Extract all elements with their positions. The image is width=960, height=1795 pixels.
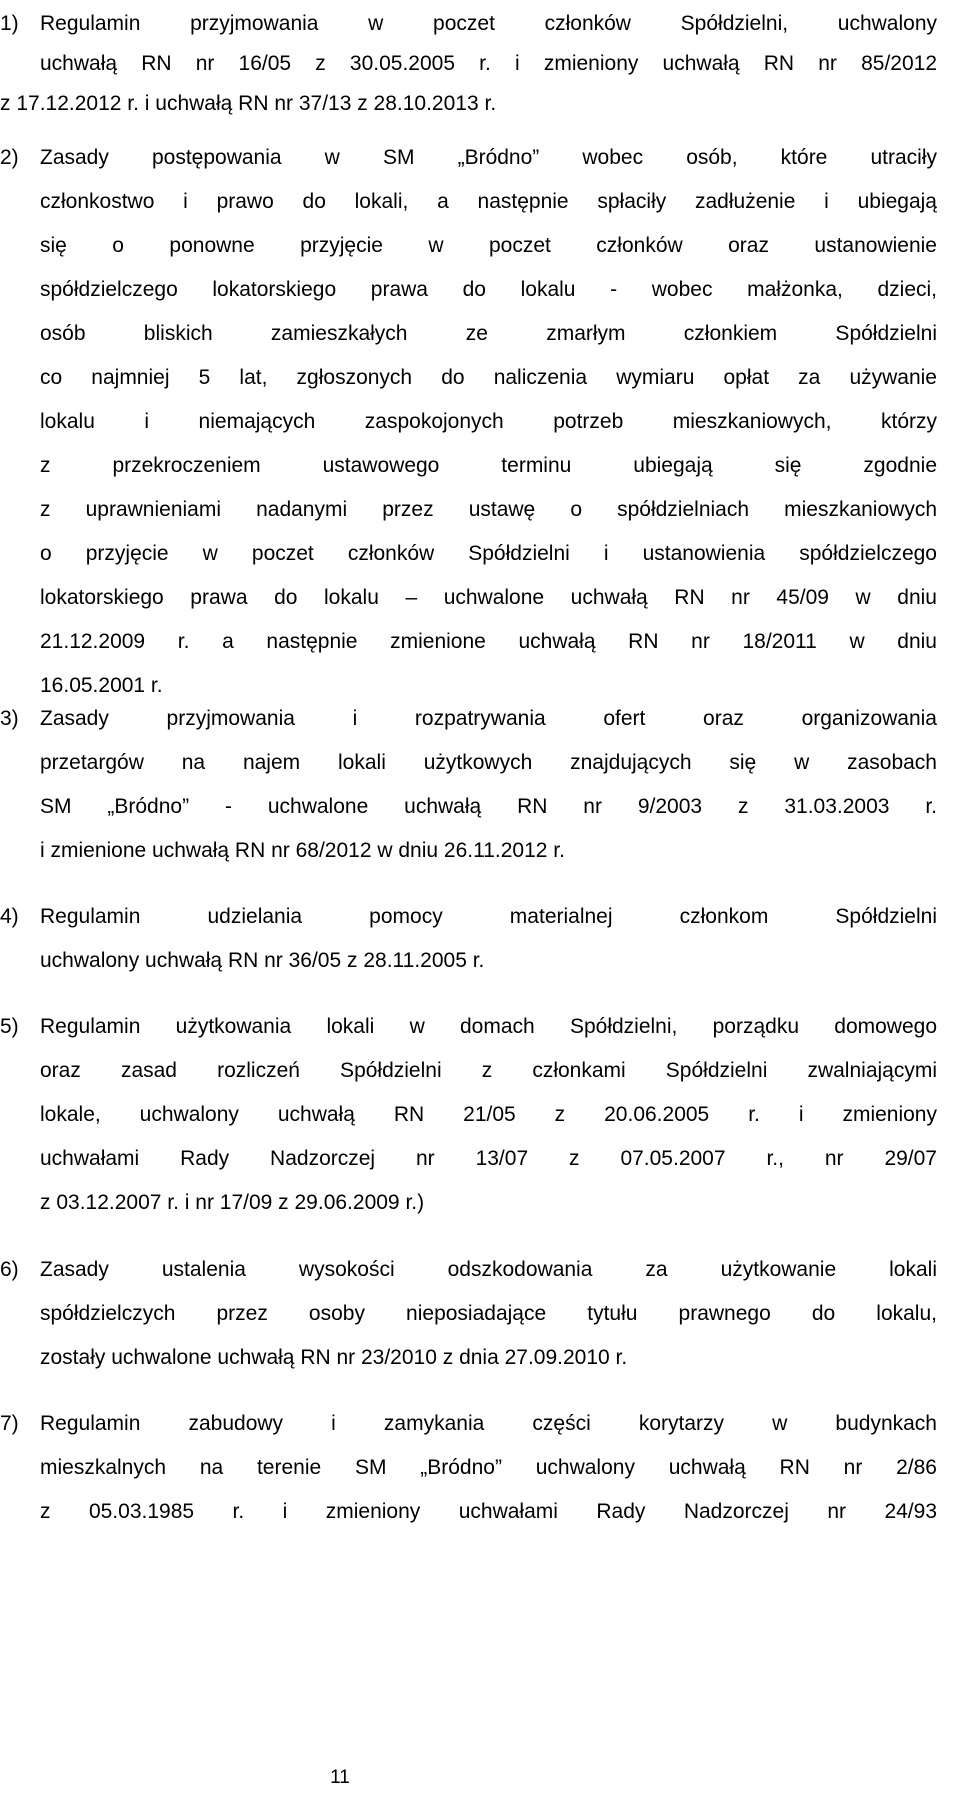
item-text-line: Zasady ustalenia wysokości odszkodowania za użytkowanie lokali <box>40 1258 937 1281</box>
item-number: 7) <box>0 1412 19 1435</box>
item-text-line: 16.05.2001 r. <box>40 674 163 697</box>
item-text-line: uchwałami Rady Nadzorczej nr 13/07 z 07.05.2007 r., nr 29/07 <box>40 1147 937 1170</box>
item-text-line: oraz zasad rozliczeń Spółdzielni z członkami Spółdzielni zwalniającymi <box>40 1059 937 1082</box>
item-text-line: i zmienione uchwałą RN nr 68/2012 w dniu 26.11.2012 r. <box>40 839 565 862</box>
item-number: 4) <box>0 905 19 928</box>
item-text-line: co najmniej 5 lat, zgłoszonych do naliczenia wymiaru opłat za używanie <box>40 366 937 389</box>
item-text-line: osób bliskich zamieszkałych ze zmarłym członkiem Spółdzielni <box>40 322 937 345</box>
item-text-line: o przyjęcie w poczet członków Spółdzielni i ustanowienia spółdzielczego <box>40 542 937 565</box>
item-text-line: Regulamin udzielania pomocy materialnej członkom Spółdzielni <box>40 905 937 928</box>
item-text-line: uchwalony uchwałą RN nr 36/05 z 28.11.2005 r. <box>40 949 485 972</box>
item-text-line: przetargów na najem lokali użytkowych znajdujących się w zasobach <box>40 751 937 774</box>
item-text-line: z przekroczeniem ustawowego terminu ubiegają się zgodnie <box>40 454 937 477</box>
item-text-line: SM „Bródno” - uchwalone uchwałą RN nr 9/2003 z 31.03.2003 r. <box>40 795 937 818</box>
item-text-line: mieszkalnych na terenie SM „Bródno” uchwalony uchwałą RN nr 2/86 <box>40 1456 937 1479</box>
item-text-line: Zasady przyjmowania i rozpatrywania ofert oraz organizowania <box>40 707 937 730</box>
item-text-line: z 05.03.1985 r. i zmieniony uchwałami Rady Nadzorczej nr 24/93 <box>40 1500 937 1523</box>
item-text-line: spółdzielczych przez osoby nieposiadające tytułu prawnego do lokalu, <box>40 1302 937 1325</box>
item-text-line: się o ponowne przyjęcie w poczet członków oraz ustanowienie <box>40 234 937 257</box>
item-text-line: lokatorskiego prawa do lokalu – uchwalone uchwałą RN nr 45/09 w dniu <box>40 586 937 609</box>
item-text-line: lokale, uchwalony uchwałą RN 21/05 z 20.06.2005 r. i zmieniony <box>40 1103 937 1126</box>
item-text-line: Regulamin przyjmowania w poczet członków Spółdzielni, uchwalony <box>40 12 937 35</box>
page-number: 11 <box>330 1767 350 1788</box>
item-text-line: Regulamin zabudowy i zamykania części korytarzy w budynkach <box>40 1412 937 1435</box>
item-number: 2) <box>0 146 19 169</box>
item-number: 5) <box>0 1015 19 1038</box>
item-text-line: z 03.12.2007 r. i nr 17/09 z 29.06.2009 r.) <box>40 1191 425 1214</box>
item-text-line: uchwałą RN nr 16/05 z 30.05.2005 r. i zmieniony uchwałą RN nr 85/2012 <box>40 52 937 75</box>
item-text-line: z 17.12.2012 r. i uchwałą RN nr 37/13 z 28.10.2013 r. <box>0 92 497 115</box>
item-number: 3) <box>0 707 19 730</box>
item-number: 6) <box>0 1258 19 1281</box>
item-text-line: Zasady postępowania w SM „Bródno” wobec osób, które utraciły <box>40 146 937 169</box>
item-number: 1) <box>0 12 19 35</box>
item-text-line: 21.12.2009 r. a następnie zmienione uchwałą RN nr 18/2011 w dniu <box>40 630 937 653</box>
item-text-line: członkostwo i prawo do lokali, a następnie spłaciły zadłużenie i ubiegają <box>40 190 937 213</box>
item-text-line: Regulamin użytkowania lokali w domach Spółdzielni, porządku domowego <box>40 1015 937 1038</box>
item-text-line: spółdzielczego lokatorskiego prawa do lokalu - wobec małżonka, dzieci, <box>40 278 937 301</box>
item-text-line: lokalu i niemających zaspokojonych potrzeb mieszkaniowych, którzy <box>40 410 937 433</box>
item-text-line: zostały uchwalone uchwałą RN nr 23/2010 z dnia 27.09.2010 r. <box>40 1346 628 1369</box>
item-text-line: z uprawnieniami nadanymi przez ustawę o spółdzielniach mieszkaniowych <box>40 498 937 521</box>
